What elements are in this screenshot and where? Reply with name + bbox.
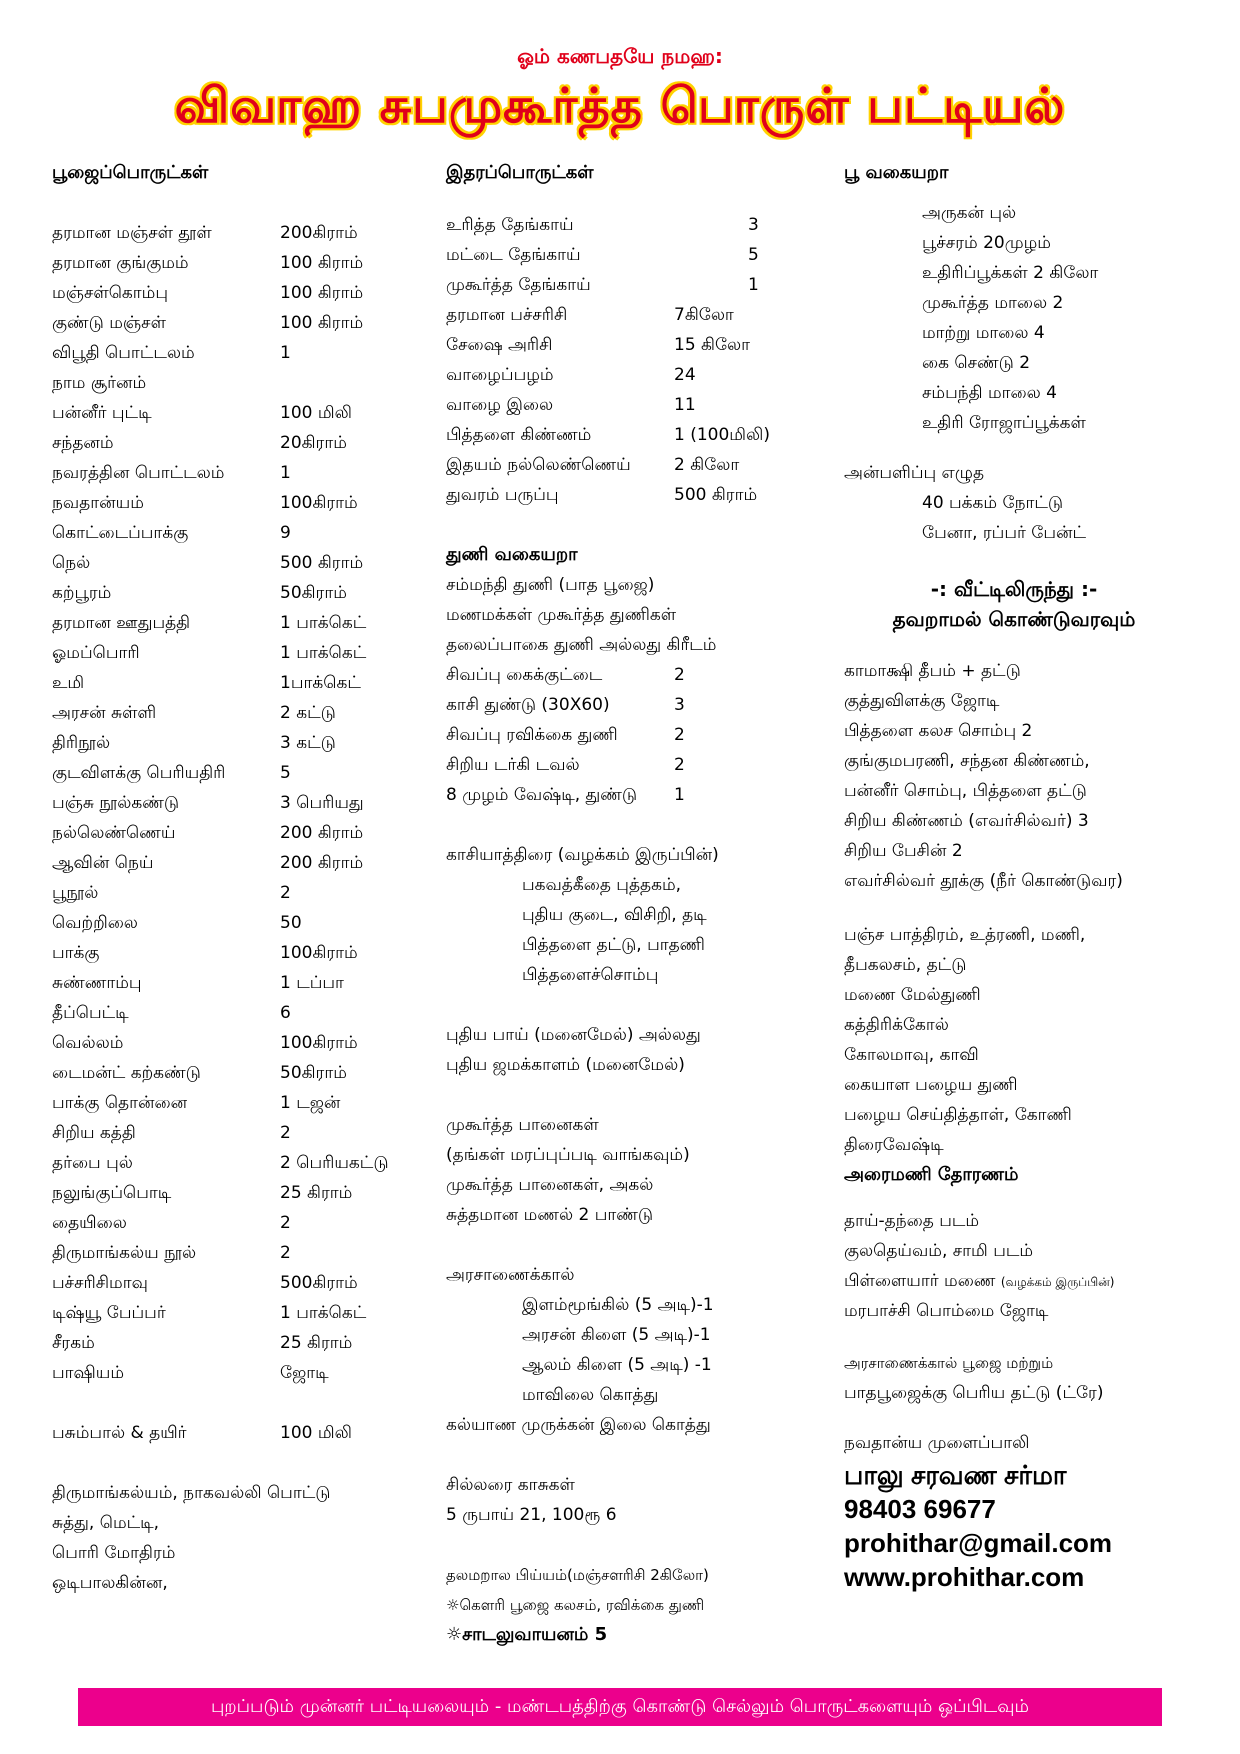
item-name: சிவப்பு கைக்குட்டை — [446, 665, 603, 685]
item-qty: ஜோடி — [280, 1363, 329, 1383]
gowri-line: ☼கௌரி பூஜை கலசம், ரவிக்கை துணி — [446, 1596, 705, 1614]
item-row — [52, 1208, 432, 1238]
text-line: திருமாங்கல்யம், நாகவல்லி பொட்டு — [52, 1483, 331, 1503]
item-row — [52, 1088, 432, 1118]
item-row — [52, 1028, 432, 1058]
item-name: தரமான குங்குமம் — [52, 253, 189, 273]
item-qty: 7கிலோ — [674, 305, 734, 325]
item-qty: 1 — [674, 785, 685, 805]
other-items-list — [446, 210, 826, 510]
item-name: வாழை இலை — [446, 395, 554, 415]
pot-list — [446, 1110, 826, 1230]
item-row — [446, 450, 826, 480]
item-name: நல்லெண்ணெய் — [52, 823, 176, 843]
text-line: தீபகலசம், தட்டு — [844, 955, 967, 975]
item-row — [52, 668, 432, 698]
item-qty: 2 — [280, 1123, 291, 1143]
item-qty: 100 கிராம் — [280, 283, 364, 303]
item-name: குண்டு மஞ்சள் — [52, 313, 166, 333]
item-name: வெற்றிலை — [52, 913, 138, 933]
item-name: மட்டை தேங்காய் — [446, 245, 581, 265]
arasani-puja-2: பாதபூஜைக்கு பெரிய தட்டு (ட்ரே) — [844, 1383, 1104, 1403]
item-qty: 500 கிராம் — [280, 553, 364, 573]
item-qty: 1 பாக்கெட் — [280, 613, 367, 633]
text-line: மாவிலை கொத்து — [522, 1385, 659, 1405]
item-qty: 100 கிராம் — [280, 313, 364, 333]
item-row — [52, 848, 432, 878]
text-line: கத்திரிக்கோல் — [844, 1015, 949, 1035]
item-qty: 2 — [280, 1243, 291, 1263]
text-line: சுத்தமான மணல் 2 பாண்டு — [446, 1205, 654, 1225]
item-qty: 9 — [280, 523, 291, 543]
text-line: அரசன் கிளை (5 அடி)-1 — [522, 1325, 711, 1345]
text-line: திரைவேஷ்டி — [844, 1135, 944, 1155]
text-line: அருகன் புல் — [922, 203, 1017, 223]
text-line: பொரி மோதிரம் — [52, 1543, 176, 1563]
item-row — [446, 690, 826, 720]
item-row — [446, 750, 826, 780]
text-line: தலைப்பாகை துணி அல்லது கிரீடம் — [446, 635, 717, 655]
mat-list — [446, 1020, 826, 1080]
text-line: உதிரி ரோஜாப்பூக்கள் — [922, 413, 1086, 433]
item-qty: 100 கிராம் — [280, 253, 364, 273]
item-qty: 2 — [674, 665, 685, 685]
item-qty: 100கிராம் — [280, 943, 358, 963]
item-row — [52, 338, 432, 368]
text-line: பகவத்கீதை புத்தகம், — [522, 875, 682, 895]
email-address: prohithar@gmail.com — [844, 1528, 1113, 1558]
text-line: சுத்து, மெட்டி, — [52, 1513, 160, 1533]
item-qty: 2 — [280, 1213, 291, 1233]
item-qty: 1 — [280, 343, 291, 363]
home-items-b — [844, 920, 1224, 1160]
text-line: சம்பந்தி மாலை 4 — [922, 383, 1057, 403]
item-name: சிறிய கத்தி — [52, 1123, 136, 1143]
item-name: ஆவின் நெய் — [52, 853, 154, 873]
item-qty: 2 — [280, 883, 291, 903]
item-row — [52, 428, 432, 458]
item-qty: 3 — [748, 215, 759, 235]
item-name: தீப்பெட்டி — [52, 1003, 129, 1023]
item-name: பாக்கு — [52, 943, 100, 963]
item-name: காசி துண்டு (30X60) — [446, 695, 610, 715]
item-name: சிவப்பு ரவிக்கை துணி — [446, 725, 618, 745]
item-name: நெல் — [52, 553, 91, 573]
text-line: பஞ்ச பாத்திரம், உத்ரணி, மணி, — [844, 925, 1086, 945]
item-qty: 25 கிராம் — [280, 1183, 353, 1203]
item-name: பித்தளை கிண்ணம் — [446, 425, 592, 445]
item-row — [446, 660, 826, 690]
text-line: காமாக்ஷி தீபம் + தட்டு — [844, 661, 1021, 681]
item-qty: 1 — [280, 463, 291, 483]
item-row — [52, 1268, 432, 1298]
item-row — [446, 390, 826, 420]
kalyana-line: கல்யாண முருக்கன் இலை கொத்து — [446, 1415, 711, 1435]
item-name: தையிலை — [52, 1213, 127, 1233]
item-qty: 24 — [674, 365, 696, 385]
item-qty: 3 கட்டு — [280, 733, 336, 753]
item-qty: 5 — [280, 763, 291, 783]
item-row — [52, 698, 432, 728]
item-name: பாஷியம் — [52, 1363, 125, 1383]
pillaiyar-line — [844, 1266, 1224, 1296]
text-line: புதிய குடை, விசிறி, தடி — [522, 905, 707, 925]
item-row — [52, 1328, 432, 1358]
item-name: சிறிய டர்கி டவல் — [446, 755, 580, 775]
text-line: பேனா, ரப்பர் பேன்ட் — [922, 523, 1086, 543]
item-name: கற்பூரம் — [52, 583, 112, 603]
text-line: உதிரிப்பூக்கள் 2 கிலோ — [922, 263, 1099, 283]
item-name: தரமான பச்சரிசி — [446, 305, 568, 325]
phone-number: 98403 69677 — [844, 1494, 996, 1524]
photo-list — [844, 1206, 1224, 1266]
item-qty: 1பாக்கெட் — [280, 673, 361, 693]
text-line: தாய்-தந்தை படம் — [844, 1211, 980, 1231]
item-name: பூநூல் — [52, 883, 99, 903]
website-url: www.prohithar.com — [844, 1562, 1085, 1592]
text-line: முகூர்த்த பானைகள், அகல் — [446, 1175, 654, 1195]
item-name: மஞ்சள்கொம்பு — [52, 283, 169, 303]
cloth-heading: துணி வகையறா — [446, 544, 578, 565]
arasani-heading: அரசாணைக்கால் — [446, 1265, 575, 1285]
thoranam-line: அரைமணி தோரணம் — [844, 1164, 1019, 1185]
text-line: ஒடிபாலகின்ன, — [52, 1573, 168, 1593]
item-row — [52, 758, 432, 788]
item-qty: 50கிராம் — [280, 1063, 347, 1083]
footer-banner: புறப்படும் முன்னர் பட்டியலையும் - மண்டபத்திற்கு கொண்டு செல்லும் பொருட்களையும் ஒப்பிடவும் — [78, 1688, 1162, 1726]
text-line: ஆலம் கிளை (5 அடி) -1 — [522, 1355, 712, 1375]
item-qty: 500கிராம் — [280, 1273, 358, 1293]
kasi-heading: காசியாத்திரை (வழக்கம் இருப்பின்) — [446, 845, 719, 865]
item-qty: 2 — [674, 725, 685, 745]
item-name: கொட்டைப்பாக்கு — [52, 523, 189, 543]
item-qty: 100 மிலி — [280, 403, 352, 423]
item-row — [52, 908, 432, 938]
text-line: கையாள பழைய துணி — [844, 1075, 1018, 1095]
item-row — [52, 998, 432, 1028]
other-items-heading: இதரப்பொருட்கள் — [446, 162, 594, 183]
coins-line: 5 ருபாய் 21, 100ரூ 6 — [446, 1505, 617, 1525]
text-line: பித்தளை கலச சொம்பு 2 — [844, 721, 1033, 741]
item-qty: 15 கிலோ — [674, 335, 751, 355]
item-qty: 25 கிராம் — [280, 1333, 353, 1353]
text-line: 40 பக்கம் நோட்டு — [922, 493, 1064, 513]
item-qty: 200 கிராம் — [280, 823, 364, 843]
item-row — [52, 1148, 432, 1178]
item-row — [446, 240, 826, 270]
item-row — [52, 398, 432, 428]
cloth-lines — [446, 570, 826, 660]
item-name: திருமாங்கல்ய நூல் — [52, 1243, 197, 1263]
text-line: புதிய ஜமக்காளம் (மனைமேல்) — [446, 1055, 685, 1075]
item-qty: 1 (100மிலி) — [674, 425, 770, 445]
item-name: அரசன் சுள்ளி — [52, 703, 157, 723]
item-qty: 200கிராம் — [280, 223, 358, 243]
item-name: உரித்த தேங்காய் — [446, 215, 574, 235]
item-row — [52, 728, 432, 758]
item-qty: 500 கிராம் — [674, 485, 758, 505]
text-line: குங்குமபரணி, சந்தன கிண்ணம், — [844, 751, 1090, 771]
milk-row — [52, 1418, 432, 1448]
home-items-a — [844, 656, 1224, 896]
invocation-line: ஓம் கணபதயே நமஹ: — [517, 44, 723, 68]
text-line: முகூர்த்த மாலை 2 — [922, 293, 1064, 313]
item-row — [52, 1058, 432, 1088]
text-line: புதிய பாய் (மனைமேல்) அல்லது — [446, 1025, 701, 1045]
puja-items-list — [52, 218, 432, 1388]
item-qty: 1 பாக்கெட் — [280, 643, 367, 663]
item-qty: 20கிராம் — [280, 433, 347, 453]
item-name: சீரகம் — [52, 1333, 95, 1353]
text-line: பூச்சரம் 20முழம் — [922, 233, 1051, 253]
item-row — [446, 780, 826, 810]
item-qty: 2 பெரியகட்டு — [280, 1153, 389, 1173]
item-qty: 50கிராம் — [280, 583, 347, 603]
text-line: பித்தளைச்சொம்பு — [522, 965, 659, 985]
item-name: தரமான ஊதுபத்தி — [52, 613, 191, 633]
item-name: பசும்பால் & தயிர் — [52, 1423, 187, 1443]
item-qty: 1 — [748, 275, 759, 295]
page-title: விவாஹ சுபமுகூர்த்த பொருள் பட்டியல் — [174, 78, 1066, 134]
navadhanya-line: நவதான்ய முளைப்பாலி — [844, 1433, 1030, 1453]
text-line: குத்துவிளக்கு ஜோடி — [844, 691, 1000, 711]
item-row — [52, 458, 432, 488]
item-row — [446, 300, 826, 330]
item-name: திரிநூல் — [52, 733, 111, 753]
item-name: டைமன்ட் கற்கண்டு — [52, 1063, 201, 1083]
item-row — [446, 360, 826, 390]
item-name: பச்சரிசிமாவு — [52, 1273, 148, 1293]
item-name: ஓமப்பொரி — [52, 643, 140, 663]
item-name: நலுங்குப்பொடி — [52, 1183, 172, 1203]
item-row — [52, 248, 432, 278]
puja-items-column — [52, 158, 432, 1598]
text-line: (தங்கள் மரப்புப்படி வாங்கவும்) — [446, 1145, 690, 1165]
item-row — [446, 480, 826, 510]
item-row — [446, 720, 826, 750]
text-line: பழைய செய்தித்தாள், கோணி — [844, 1105, 1072, 1125]
item-row — [446, 420, 826, 450]
item-name: முகூர்த்த தேங்காய் — [446, 275, 591, 295]
text-line: சிறிய கிண்ணம் (எவர்சில்வர்) 3 — [844, 811, 1089, 831]
home-heading-2: தவறாமல் கொண்டுவரவும் — [892, 607, 1136, 631]
other-items-column — [446, 158, 826, 1650]
item-name: தரமான மஞ்சள் தூள் — [52, 223, 212, 243]
item-qty: 3 பெரியது — [280, 793, 364, 813]
text-line: எவர்சில்வர் தூக்கு (நீர் கொண்டுவர) — [844, 871, 1123, 891]
item-row — [52, 218, 432, 248]
item-row — [52, 548, 432, 578]
item-row — [52, 938, 432, 968]
arasani-puja-1: அரசாணைக்கால் பூஜை மற்றும் — [844, 1354, 1054, 1372]
item-row — [52, 518, 432, 548]
item-row — [52, 488, 432, 518]
text-line: கோலமாவு, காவி — [844, 1045, 979, 1065]
item-name: இதயம் நல்லெண்ணெய் — [446, 455, 631, 475]
item-qty: 2 கட்டு — [280, 703, 336, 723]
item-row — [446, 210, 826, 240]
item-qty: 1 பாக்கெட் — [280, 1303, 367, 1323]
item-qty: 100கிராம் — [280, 1033, 358, 1053]
coins-heading: சில்லரை காசுகள் — [446, 1475, 575, 1495]
text-line: சிறிய பேசின் 2 — [844, 841, 963, 861]
item-qty: 1 டப்பா — [280, 973, 344, 993]
flowers-heading: பூ வகையறா — [844, 162, 949, 183]
item-name: வெல்லம் — [52, 1033, 124, 1053]
text-line: மாற்று மாலை 4 — [922, 323, 1045, 343]
item-row — [52, 1118, 432, 1148]
item-name: சேஷை அரிசி — [446, 335, 553, 355]
item-row — [52, 1238, 432, 1268]
pillaiyar-note: (வழக்கம் இருப்பின்) — [1000, 1275, 1115, 1289]
item-row — [52, 968, 432, 998]
item-name: நவதான்யம் — [52, 493, 144, 513]
item-qty: 2 — [674, 755, 685, 775]
item-row — [52, 608, 432, 638]
item-row — [52, 1298, 432, 1328]
item-name: நவரத்தின பொட்டலம் — [52, 463, 225, 483]
item-row — [446, 270, 826, 300]
item-name: விபூதி பொட்டலம் — [52, 343, 195, 363]
text-line: முகூர்த்த பானைகள் — [446, 1115, 599, 1135]
text-line: சம்மந்தி துணி (பாத பூஜை) — [446, 575, 655, 595]
text-line: பித்தளை தட்டு, பாதணி — [522, 935, 705, 955]
text-line: இளம்மூங்கில் (5 அடி)-1 — [522, 1295, 714, 1315]
text-line: மணை மேல்துணி — [844, 985, 981, 1005]
item-name: பஞ்சு நூல்கண்டு — [52, 793, 180, 813]
flowers-column — [844, 158, 1224, 1594]
item-qty: 100கிராம் — [280, 493, 358, 513]
gift-heading: அன்பளிப்பு எழுத — [844, 463, 985, 483]
item-qty: 11 — [674, 395, 696, 415]
item-name: சுண்ணாம்பு — [52, 973, 142, 993]
item-row — [52, 788, 432, 818]
saadu-line: ☼சாடலுவாயனம் 5 — [446, 1624, 608, 1645]
text-line: குலதெய்வம், சாமி படம் — [844, 1241, 1034, 1261]
item-name: துவரம் பருப்பு — [446, 485, 559, 505]
item-row — [52, 368, 432, 398]
item-qty: 1 டஜன் — [280, 1093, 341, 1113]
text-line: மணமக்கள் முகூர்த்த துணிகள் — [446, 605, 677, 625]
arasani-list — [446, 1290, 826, 1410]
item-qty: 50 — [280, 913, 302, 933]
item-row — [52, 308, 432, 338]
item-qty: 100 மிலி — [280, 1423, 352, 1443]
thalai-line: தலமறால பிய்யம்(மஞ்சளரிசி 2கிலோ) — [446, 1566, 709, 1584]
item-qty: 5 — [748, 245, 759, 265]
puja-items-heading: பூஜைப்பொருட்கள் — [52, 162, 209, 183]
item-row — [52, 578, 432, 608]
item-qty: 200 கிராம் — [280, 853, 364, 873]
item-qty: 2 கிலோ — [674, 455, 740, 475]
item-row — [446, 330, 826, 360]
home-heading-1: -: வீட்டிலிருந்து :- — [930, 577, 1098, 601]
text-line: பன்னீர் சொம்பு, பித்தளை தட்டு — [844, 781, 1087, 801]
priest-name: பாலு சரவண சர்மா — [844, 1460, 1067, 1490]
kasi-list — [446, 870, 826, 990]
text-line: கை செண்டு 2 — [922, 353, 1031, 373]
gift-list — [844, 488, 1224, 548]
item-qty: 3 — [674, 695, 685, 715]
pillaiyar-text: பிள்ளையார் மணை — [844, 1271, 996, 1291]
item-name: உமி — [52, 673, 85, 693]
item-name: பாக்கு தொன்னை — [52, 1093, 188, 1113]
item-row — [52, 1358, 432, 1388]
item-row — [52, 638, 432, 668]
item-name: பன்னீர் புட்டி — [52, 403, 152, 423]
item-name: டிஷ்யூ பேப்பர் — [52, 1303, 166, 1323]
item-row — [52, 1178, 432, 1208]
marapachi-line: மரபாச்சி பொம்மை ஜோடி — [844, 1301, 1049, 1321]
item-name: தர்பை புல் — [52, 1153, 133, 1173]
item-qty: 6 — [280, 1003, 291, 1023]
item-name: வாழைப்பழம் — [446, 365, 554, 385]
flowers-list — [844, 198, 1224, 438]
jewelry-list — [52, 1478, 432, 1598]
item-name: சந்தனம் — [52, 433, 114, 453]
cloth-items-list — [446, 660, 826, 810]
item-name: 8 முழம் வேஷ்டி, துண்டு — [446, 785, 638, 805]
item-row — [52, 278, 432, 308]
item-name: நாம சூர்னம் — [52, 373, 147, 393]
item-row — [52, 818, 432, 848]
item-row — [52, 878, 432, 908]
item-name: குடவிளக்கு பெரியதிரி — [52, 763, 226, 783]
